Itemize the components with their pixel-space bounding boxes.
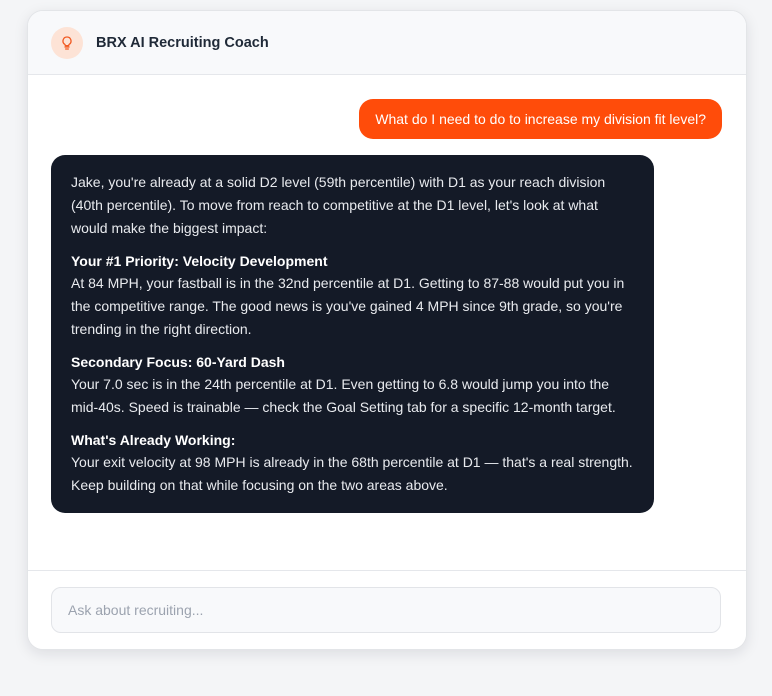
section-body: Your 7.0 sec is in the 24th percentile at D1. Even getting to 6.8 would jump you into the mid-40s. Speed is trainable — check the Goal Setting tab for a specific 12-month target. — [71, 376, 616, 415]
message-list — [28, 75, 746, 570]
chat-window — [27, 10, 747, 650]
assistant-message-bubble — [51, 155, 654, 513]
message-section — [71, 429, 634, 497]
message-section — [71, 250, 634, 341]
section-heading: Secondary Focus: 60-Yard Dash — [71, 354, 285, 370]
message-input[interactable] — [51, 587, 721, 633]
lightbulb-icon — [51, 27, 83, 59]
section-body: At 84 MPH, your fastball is in the 32nd percentile at D1. Getting to 87-88 would put you in the competitive range. The good news is you've gained 4 MPH since 9th grade, so you're trending in the right direction. — [71, 275, 625, 337]
section-heading: What's Already Working: — [71, 432, 236, 448]
section-heading: Your #1 Priority: Velocity Development — [71, 253, 328, 269]
message-section — [71, 351, 634, 419]
section-body: Your exit velocity at 98 MPH is already in the 68th percentile at D1 — that's a real strength. Keep building on that while focusing on the two areas above. — [71, 454, 633, 493]
assistant-intro: Jake, you're already at a solid D2 level (59th percentile) with D1 as your reach division (40th percentile). To move from reach to competitive at the D1 level, let's look at what would make the biggest impact: — [71, 174, 606, 236]
chat-title: BRX AI Recruiting Coach — [96, 34, 269, 51]
chat-header — [28, 11, 746, 75]
user-message-bubble: What do I need to do to increase my division fit level? — [359, 99, 722, 139]
composer — [28, 570, 746, 649]
